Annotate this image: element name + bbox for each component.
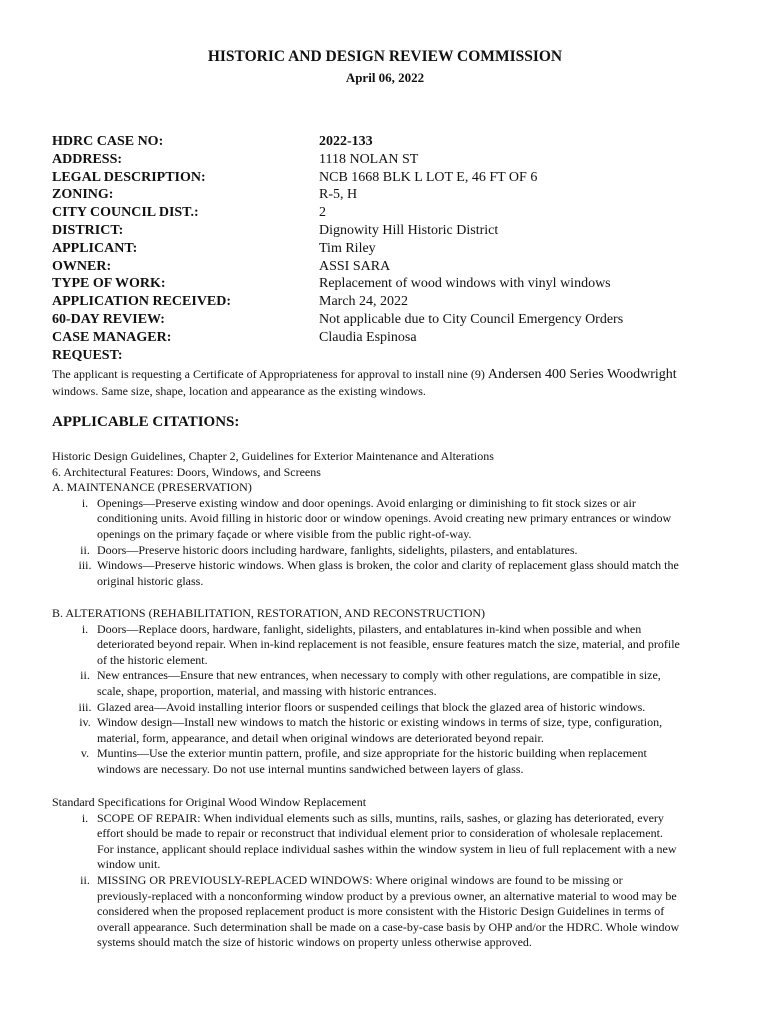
list-item-text: Glazed area—Avoid installing interior floors or suspended ceilings that block the glazed area of historic windows.	[97, 699, 646, 714]
list-item-continuation: of the historic element.	[97, 652, 208, 667]
case-info-row	[52, 311, 752, 329]
guidelines-block	[52, 449, 752, 589]
case-info-label: ADDRESS:	[52, 151, 123, 167]
case-info-value: Not applicable due to City Council Emergency Orders	[319, 311, 624, 327]
list-item	[52, 668, 752, 699]
list-item-number: iii.	[78, 558, 92, 573]
list-item-continuation: systems should match the size of historic windows on property unless otherwise approved.	[97, 935, 532, 950]
case-info-label: ZONING:	[52, 187, 114, 203]
case-info-label: CASE MANAGER:	[52, 329, 172, 345]
list-item-number: ii.	[80, 872, 90, 887]
list-item-number: iii.	[78, 699, 92, 714]
case-info-row	[52, 169, 752, 187]
list-item-text: Doors—Preserve historic doors including hardware, fanlights, sidelights, pilasters, and entablatures.	[97, 542, 578, 557]
list-item-continuation: effort should be made to repair or reconstruct that individual element prior to consideration of wholesale replacement.	[97, 826, 663, 841]
case-info-value: 1118 NOLAN ST	[319, 151, 419, 167]
request-text-a: The applicant is requesting a Certificate of Appropriateness for approval to install nine (9)	[52, 367, 488, 381]
list-item-number: i.	[81, 810, 89, 825]
case-info-label: REQUEST:	[52, 347, 123, 363]
list-item	[52, 496, 752, 543]
list-item-continuation: material, form, appearance, and detail when original windows are deteriorated beyond repair.	[97, 730, 544, 745]
case-info-row	[52, 275, 752, 293]
list-item	[52, 622, 752, 669]
case-info-label: OWNER:	[52, 258, 112, 274]
case-info-row	[52, 151, 752, 169]
case-info-label: APPLICATION RECEIVED:	[52, 294, 232, 310]
list-item-text: MISSING OR PREVIOUSLY-REPLACED WINDOWS: Where original windows are found to be missing or	[97, 872, 623, 887]
case-info-value: ASSI SARA	[319, 258, 391, 274]
list-item-continuation: deteriorated beyond repair. When in-kind replacement is not feasible, ensure features match the size, material, and profile	[97, 637, 680, 652]
request-text-b: Andersen 400 Series Woodwright	[487, 367, 677, 382]
list-item	[52, 746, 752, 777]
alterations-block	[52, 606, 752, 778]
list-item-continuation: previously-replaced with a nonconforming window product by a previous owner, an alternative material to wood may be	[97, 888, 677, 903]
case-info-label: HDRC CASE NO:	[52, 134, 164, 149]
document-title: HISTORIC AND DESIGN REVIEW COMMISSION	[207, 48, 563, 65]
request-text-c: windows. Same size, shape, location and appearance as the existing windows.	[52, 384, 426, 398]
case-info-label: APPLICANT:	[52, 240, 138, 256]
list-item	[52, 811, 752, 873]
list-item-number: ii.	[80, 542, 90, 557]
list-item-text: SCOPE OF REPAIR: When individual elements such as sills, muntins, rails, sashes, or glazing has deteriorated, every	[97, 810, 664, 825]
list-item	[52, 700, 752, 716]
meeting-date: April 06, 2022	[345, 70, 425, 85]
list-item-number: v.	[80, 746, 90, 761]
case-info-row	[52, 329, 752, 347]
section-a-list	[52, 496, 752, 590]
list-item-continuation: conditioning units. Avoid filling in historic door or window openings. Avoid creating new primary entrances or window	[97, 511, 672, 526]
case-info-value: NCB 1668 BLK L LOT E, 46 FT OF 6	[319, 169, 538, 185]
list-item-number: ii.	[80, 668, 90, 683]
list-item-number: i.	[81, 495, 89, 510]
case-info-row	[52, 186, 752, 204]
citations-heading: APPLICABLE CITATIONS:	[52, 414, 240, 430]
section-b-heading: B. ALTERATIONS (REHABILITATION, RESTORATION, AND RECONSTRUCTION)	[52, 606, 486, 620]
case-info-row	[52, 222, 752, 240]
list-item	[52, 873, 752, 951]
list-item-continuation: windows are necessary. Do not use internal muntins sandwiched between layers of glass.	[97, 761, 524, 776]
list-item-continuation: original historic glass.	[97, 573, 204, 588]
case-info-value	[319, 347, 752, 365]
list-item-text: Windows—Preserve historic windows. When glass is broken, the color and clarity of replacement glass should match the	[97, 558, 679, 573]
case-info-value: Claudia Espinosa	[319, 329, 417, 345]
case-info-value: March 24, 2022	[319, 294, 409, 310]
case-info-value: Dignowity Hill Historic District	[319, 222, 499, 238]
case-info-value: Tim Riley	[319, 240, 376, 256]
standards-list	[52, 811, 752, 951]
list-item-text: Window design—Install new windows to match the historic or existing windows in terms of size, type, configuration,	[97, 715, 663, 730]
case-info-label: DISTRICT:	[52, 222, 124, 238]
list-item-number: iv.	[79, 715, 91, 730]
case-info-label: LEGAL DESCRIPTION:	[52, 169, 206, 185]
list-item-text: Openings—Preserve existing window and door openings. Avoid enlarging or diminishing to fit stock sizes or air	[97, 495, 636, 510]
case-info-value: 2	[319, 205, 326, 221]
standards-block	[52, 795, 752, 951]
case-info-label: TYPE OF WORK:	[52, 276, 166, 292]
list-item-continuation: scale, shape, proportion, material, and massing with historic entrances.	[97, 683, 437, 698]
section-a-heading: A. MAINTENANCE (PRESERVATION)	[52, 480, 252, 495]
case-info-row	[52, 240, 752, 258]
list-item-continuation: window unit.	[97, 857, 161, 872]
case-info-value: Replacement of wood windows with vinyl windows	[319, 276, 611, 292]
case-info-value: 2022-133	[319, 134, 373, 149]
case-info-row	[52, 204, 752, 222]
list-item-text: Doors—Replace doors, hardware, fanlight, sidelights, pilasters, and entablatures in-kind when possible and when	[97, 621, 642, 636]
list-item-text: New entrances—Ensure that new entrances, when necessary to comply with other regulations, are compatible in size,	[97, 668, 661, 683]
section-b-list	[52, 622, 752, 778]
list-item	[52, 558, 752, 589]
case-info-row	[52, 293, 752, 311]
case-info-row	[52, 133, 752, 151]
list-item-text: Muntins—Use the exterior muntin pattern, profile, and size appropriate for the historic building when replacement	[97, 746, 647, 761]
case-info-label: 60-DAY REVIEW:	[52, 311, 165, 327]
request-description	[52, 366, 752, 399]
list-item-continuation: considered when the proposed replacement product is more consistent with the Historic Design Guidelines in terms of	[97, 904, 665, 919]
list-item-continuation: openings on the primary façade or where visible from the public right-of-way.	[97, 526, 472, 541]
standards-heading: Standard Specifications for Original Wood Window Replacement	[52, 795, 367, 809]
guidelines-feature-line: 6. Architectural Features: Doors, Windows, and Screens	[52, 464, 321, 479]
case-info-row	[52, 258, 752, 276]
list-item-number: i.	[81, 621, 89, 636]
case-info-label: CITY COUNCIL DIST.:	[52, 205, 199, 221]
list-item-continuation: For instance, applicant should replace individual sashes within the window system in lieu of full replacement with a new	[97, 841, 677, 856]
case-info-value: R-5, H	[319, 187, 358, 203]
case-info-row	[52, 347, 752, 365]
case-info-table	[52, 133, 752, 364]
guidelines-chapter-line: Historic Design Guidelines, Chapter 2, Guidelines for Exterior Maintenance and Alterations	[52, 449, 494, 463]
list-item	[52, 543, 752, 559]
list-item	[52, 715, 752, 746]
list-item-continuation: overall appearance. Such determination shall be made on a case-by-case basis by OHP and/or the HDRC. Whole window	[97, 919, 680, 934]
